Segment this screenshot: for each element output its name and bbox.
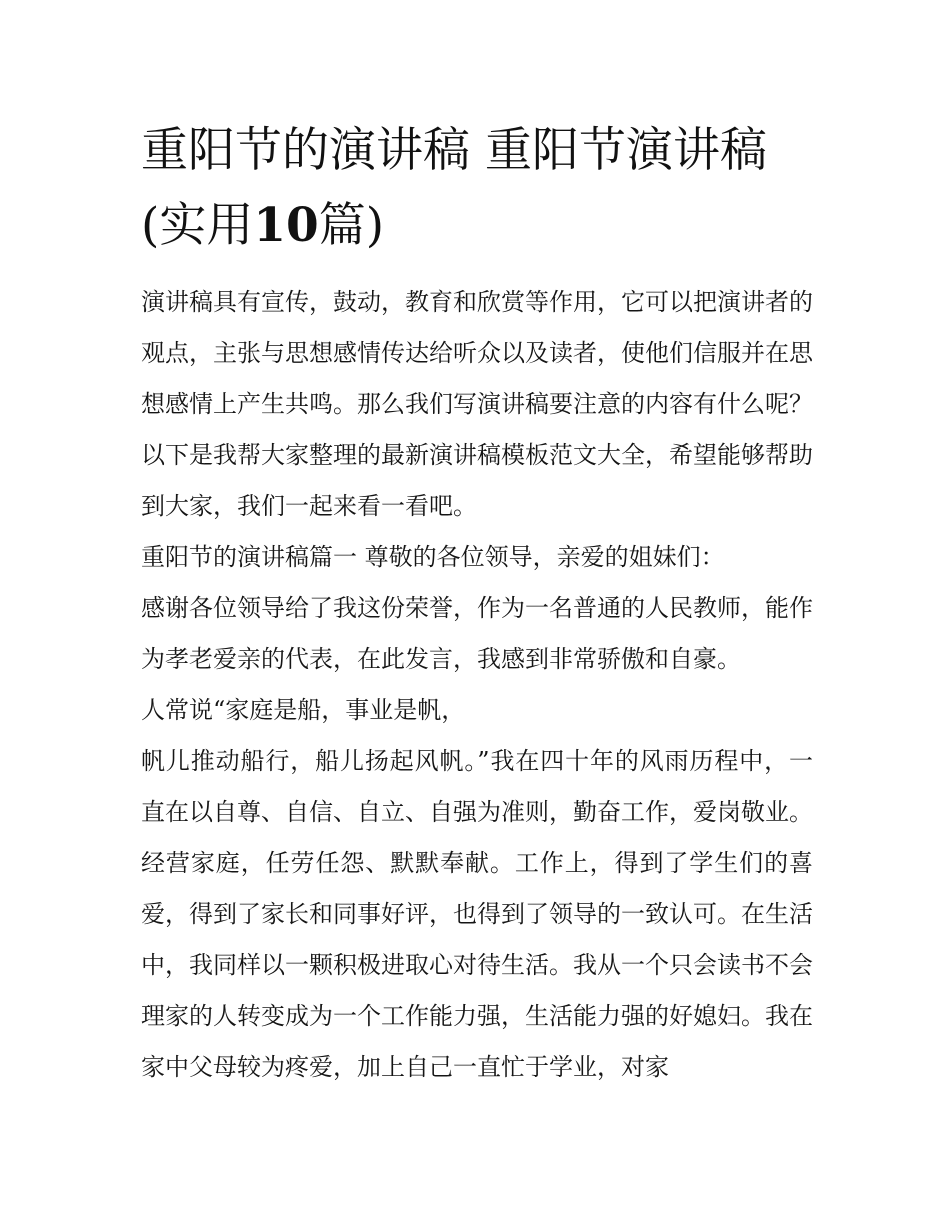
intro-paragraph: 演讲稿具有宣传，鼓动，教育和欣赏等作用，它可以把演讲者的观点，主张与思想感情传达给听众以及读者，使他们信服并在思想感情上产生共鸣。那么我们写演讲稿要注意的内容有什么呢？以下是我帮大家整理的最新演讲稿模板范文大全，希望能够帮助到大家，我们一起来看一看吧。 xyxy=(141,288,813,520)
saying-paragraph: 人常说“家庭是船，事业是帆， xyxy=(141,696,466,724)
document-content xyxy=(141,113,813,1093)
document-title xyxy=(141,113,813,263)
title-line-2-close: 篇) xyxy=(318,198,385,253)
title-line-2-number: 10 xyxy=(253,198,319,253)
title-line-2-open: (实用 xyxy=(141,198,254,253)
title-line-1: 重阳节的演讲稿 重阳节演讲稿 xyxy=(141,123,767,178)
thanks-paragraph: 感谢各位领导给了我这份荣誉，作为一名普通的人民教师，能作为孝老爱亲的代表，在此发言，我感到非常骄傲和自豪。 xyxy=(141,594,813,673)
document-body xyxy=(141,277,813,1093)
story-paragraph: 帆儿推动船行，船儿扬起风帆。”我在四十年的风雨历程中，一直在以自尊、自信、自立、自强为准则，勤奋工作，爱岗敬业。经营家庭，任劳任怨、默默奉献。工作上，得到了学生们的喜爱，得到了家长和同事好评，也得到了领导的一致认可。在生活中，我同样以一颗积极进取心对待生活。我从一个只会读书不会理家的人转变成为一个工作能力强，生活能力强的好媳妇。我在家中父母较为疼爱，加上自己一直忙于学业，对家 xyxy=(141,747,813,1081)
speech-heading-paragraph: 重阳节的演讲稿篇一 尊敬的各位领导，亲爱的姐妹们： xyxy=(141,543,725,571)
